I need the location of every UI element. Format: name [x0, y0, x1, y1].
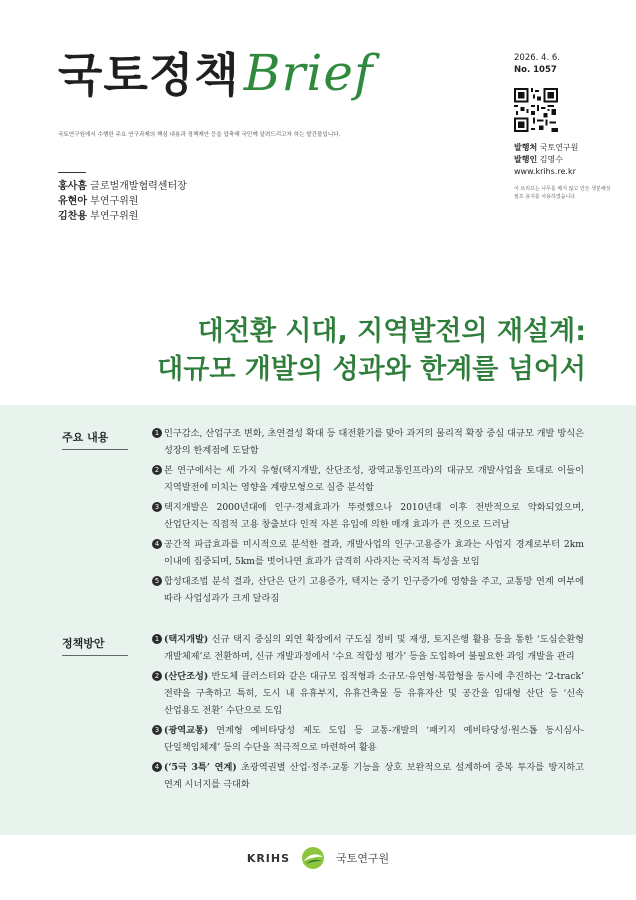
- title-line-1: 대전환 시대, 지역발전의 재설계:: [197, 316, 586, 347]
- policy-item: [152, 631, 584, 665]
- title-line-2: 대규모 개발의 성과와 한계를 넘어서: [157, 354, 586, 385]
- summary-item: [152, 499, 584, 533]
- policy-item-lead: (‘5극 3특’ 연계): [164, 762, 237, 773]
- author-entry: [58, 194, 187, 209]
- author-divider: [58, 172, 86, 173]
- author-list: [58, 179, 187, 224]
- issue-date: 2026. 4. 6.: [514, 53, 560, 63]
- krihs-leaf-icon: [300, 845, 326, 871]
- author-entry: [58, 209, 187, 224]
- issuer-label: 발행인: [514, 155, 538, 164]
- policy-item: [152, 759, 584, 793]
- item-number-badge: 4: [152, 762, 162, 772]
- author-name: 유현아: [58, 196, 87, 207]
- summary-item: [152, 425, 584, 459]
- brief-title: [157, 313, 586, 389]
- brand-logo: [58, 44, 374, 102]
- item-number-badge: 4: [152, 539, 162, 549]
- policy-item-lead: (산단조성): [164, 671, 209, 682]
- website-link[interactable]: www.krihs.re.kr: [514, 167, 576, 176]
- summary-item: [152, 573, 584, 607]
- summary-list: [152, 425, 584, 610]
- org-name-english: KRIHS: [246, 851, 291, 865]
- summary-item-text: 공간적 파급효과를 미시적으로 분석한 결과, 개발사업의 인구·고용증가 효과는 사업지 경계로부터 2km 이내에 집중되며, 5km를 벗어나면 효과가 급격히 사라지는 국지적 특성을 보임: [164, 539, 584, 567]
- summary-item-text: 인구감소, 산업구조 변화, 초연결성 확대 등 대전환기를 맞아 과거의 물리적 확장 중심 대규모 개발 방식은 성장의 한계점에 도달함: [164, 428, 584, 456]
- author-name: 김찬용: [58, 211, 87, 222]
- policy-section-label: 정책방안: [62, 635, 128, 656]
- policy-list: [152, 631, 584, 796]
- brand-title-english: Brief: [243, 44, 374, 102]
- policy-item-text: 반도체 클러스터와 같은 대규모 집적형과 소규모·유연형·복합형을 동시에 추진하는 ‘2-track’ 전략을 구축하고 특히, 도시 내 유휴부지, 유휴건축물 등 유휴자산 및 공간을 임대형 산단 등 ‘신속 산업용도 전환’ 수단으로 도입: [164, 671, 584, 716]
- item-number-badge: 5: [152, 576, 162, 586]
- item-number-badge: 2: [152, 465, 162, 475]
- author-role: 부연구위원: [90, 211, 139, 222]
- publisher-label: 발행처: [514, 143, 538, 152]
- policy-item-text: 연계형 예비타당성 제도 도입 등 교통-개발의 ‘패키지 예비타당성·원스톱 동시심사-단일책임체계’ 등의 수단을 적극적으로 마련하여 활용: [164, 725, 584, 753]
- paper-note: 이 브리프는 나무를 베지 않고 만든 생분해성 펄프 용지를 사용하였습니다.: [514, 186, 611, 200]
- author-entry: [58, 179, 187, 194]
- issuer-name: 김명수: [539, 155, 563, 164]
- summary-item: [152, 462, 584, 496]
- summary-item-text: 본 연구에서는 세 가지 유형(택지개발, 산단조성, 광역교통인프라)의 대규모 개발사업을 토대로 이들이 지역발전에 미치는 영향을 계량모형으로 실증 분석함: [164, 465, 584, 493]
- policy-item: [152, 668, 584, 719]
- policy-item: [152, 722, 584, 756]
- brief-intro-text: 국토연구원에서 수행한 주요 연구과제의 핵심 내용과 정책제안 등을 압축해 국민께 알려드리고자 하는 발간물입니다.: [58, 132, 341, 138]
- author-role: 부연구위원: [90, 196, 139, 207]
- issue-meta: [514, 52, 560, 76]
- org-name-korean: 국토연구원: [336, 852, 390, 865]
- qr-code-icon[interactable]: [514, 88, 558, 132]
- item-number-badge: 3: [152, 725, 162, 735]
- summary-item-text: 합성대조법 분석 결과, 산단은 단기 고용증가, 택지는 중기 인구증가에 영향을 주고, 교통망 연계 여부에 따라 사업성과가 크게 달라짐: [164, 576, 584, 604]
- item-number-badge: 1: [152, 428, 162, 438]
- policy-item-text: 초광역권별 산업·정주·교통 기능을 상호 보완적으로 설계하여 중복 투자를 방지하고 연계 시너지를 극대화: [164, 762, 584, 790]
- item-number-badge: 2: [152, 671, 162, 681]
- summary-item-text: 택지개발은 2000년대에 인구·경제효과가 뚜렷했으나 2010년대 이후 전반적으로 약화되었으며, 산업단지는 직접적 고용 창출보다 인적 자본 유입에 의한 매개 효과가 큰 것으로 드러남: [164, 502, 584, 530]
- item-number-badge: 3: [152, 502, 162, 512]
- author-name: 홍사흠: [58, 181, 87, 192]
- policy-item-lead: (광역교통): [164, 725, 209, 736]
- brand-title-korean: 국토정책: [58, 48, 240, 102]
- publisher-name: 국토연구원: [539, 143, 579, 152]
- issue-number: No. 1057: [514, 65, 557, 75]
- content-band: [0, 405, 636, 835]
- footer-logo: [0, 845, 636, 871]
- policy-item-lead: (택지개발): [164, 634, 209, 645]
- publisher-info: [514, 142, 578, 178]
- summary-item: [152, 536, 584, 570]
- policy-item-text: 신규 택지 중심의 외연 확장에서 구도심 정비 및 재생, 토지은행 활용 등을 통한 ‘도심순환형 개발체제’로 전환하며, 신규 개발과정에서 ‘수요 적합성 평가’ 등을 도입하여 불필요한 과잉 개발을 관리: [164, 634, 584, 662]
- summary-section-label: 주요 내용: [62, 429, 128, 450]
- item-number-badge: 1: [152, 634, 162, 644]
- author-role: 글로벌개발협력센터장: [90, 181, 187, 192]
